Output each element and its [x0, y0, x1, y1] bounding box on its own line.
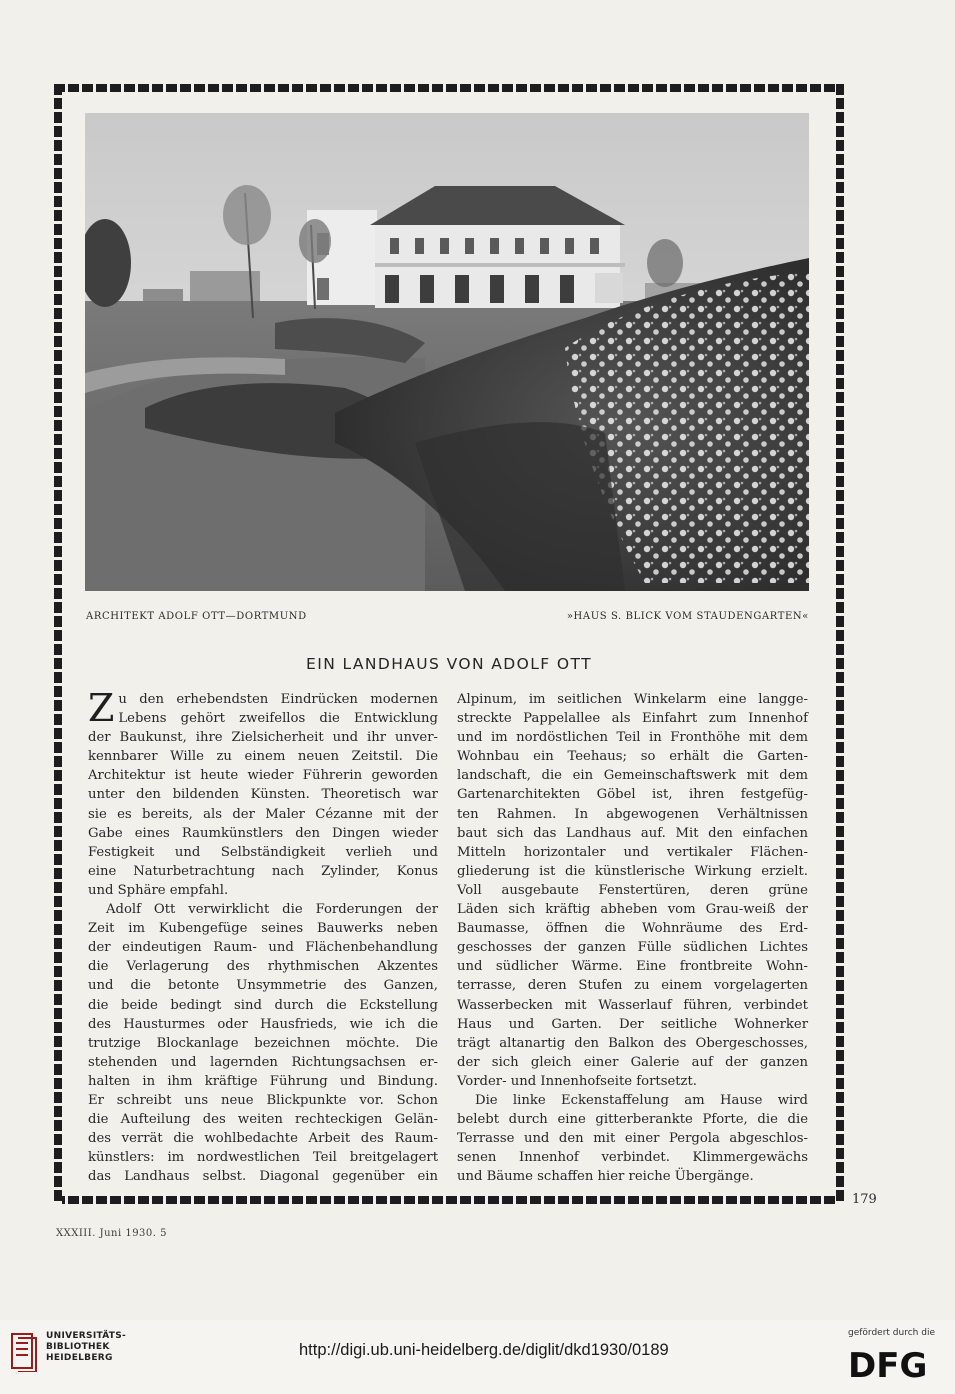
text-line: streckte Pappelallee als Einfahrt zum Innenhof	[457, 711, 808, 727]
text-line: stehenden und lagernden Richtungsachsen er-	[88, 1054, 438, 1070]
text-line: Gartenarchitekten Göbel ist, ihren festgefüg-	[457, 787, 808, 803]
text-line: Wohnbau ein Teehaus; so erhält die Garten-	[457, 749, 808, 765]
article-column-right	[457, 690, 808, 1186]
text-line: kennbarer Wille zu einem neuen Zeitstil. Die	[88, 749, 438, 765]
frame-bottom-border	[54, 1196, 844, 1204]
text-line: Die linke Eckenstaffelung am Hause wird	[475, 1092, 808, 1108]
text-line: ten Rahmen. In abgewogenen Verhältnissen	[457, 806, 808, 822]
dfg-logo-icon	[848, 1346, 942, 1382]
text-line: gliederung ist die künstlerische Wirkung erzielt.	[457, 863, 808, 879]
volume-note: XXXIII. Juni 1930. 5	[56, 1228, 168, 1239]
funded-by-label: gefördert durch die	[848, 1328, 935, 1338]
text-line: Haus und Garten. Der seitliche Wohnerker	[457, 1016, 808, 1032]
text-line: unter den bildenden Künsten. Theoretisch war	[88, 787, 438, 803]
text-line: des Hausturmes oder Hausfrieds, wie ich die	[88, 1016, 438, 1032]
text-line: senen Innenhof verbindet. Klimmergewächs	[457, 1150, 808, 1166]
text-line: landschaft, die ein Gemeinschaftswerk mit dem	[457, 768, 808, 784]
text-line: und Bäume schaffen hier reiche Übergänge.	[457, 1169, 754, 1185]
text-line: die Aufteilung des weiten rechteckigen Gelän-	[88, 1112, 438, 1128]
text-line: geschosses der ganzen Fülle südlichen Lichtes	[457, 940, 808, 956]
library-line: HEIDELBERG	[46, 1353, 113, 1363]
text-line: der eindeutigen Raum- und Flächenbehandlung	[88, 940, 438, 956]
text-line: eine Naturbetrachtung nach Zylinder, Konus	[88, 863, 438, 879]
text-line: das Landhaus selbst. Diagonal gegenüber ein	[88, 1169, 438, 1185]
text-line: der sich gleich einer Galerie auf der ganzen	[457, 1054, 808, 1070]
photo-caption-title: »HAUS S. BLICK VOM STAUDENGARTEN«	[566, 611, 809, 622]
university-library-name	[46, 1331, 126, 1364]
library-line: UNIVERSITÄTS-	[46, 1331, 127, 1341]
photo-illustration	[85, 113, 809, 591]
text-line: belebt durch eine gitterberankte Pforte, die die	[457, 1112, 808, 1128]
text-line: sie es bereits, als der Maler Cézanne mit der	[88, 806, 438, 822]
text-line: künstlers: im nordwestlichen Teil breitgelagert	[88, 1150, 438, 1166]
text-line: die Verlagerung des rhythmischen Akzentes	[88, 959, 438, 975]
text-line: und Sphäre empfahl.	[88, 882, 229, 898]
article-column-left	[88, 686, 438, 1186]
page-number: 179	[852, 1192, 877, 1207]
text-line: und im nordöstlichen Teil in Fronthöhe mit dem	[457, 730, 808, 746]
text-line: und südlicher Wärme. Eine frontbreite Wohn-	[457, 959, 808, 975]
text-line: u den erhebendsten Eindrücken modernen	[118, 692, 438, 707]
text-line: baut sich das Landhaus auf. Mit den einfachen	[457, 825, 808, 841]
text-line: Baumasse, öffnen die Wohnräume des Erd-	[457, 921, 808, 937]
text-line: trutzige Blockanlage bezeichnen möchte. Die	[88, 1035, 438, 1051]
university-library-logo-icon	[10, 1332, 38, 1372]
text-line: Wasserbecken mit Wasserlauf führen, verbindet	[457, 997, 808, 1013]
frame-top-border	[54, 84, 844, 92]
text-line: der Baukunst, ihre Zielsicherheit und ihr unver-	[88, 730, 438, 746]
text-line: Terrasse und den mit einer Pergola abgeschlos-	[457, 1131, 808, 1147]
text-line: Adolf Ott verwirklicht die Forderungen der	[106, 902, 438, 918]
dropcap: Z	[88, 686, 115, 730]
text-line: Vorder- und Innenhofseite fortsetzt.	[457, 1073, 698, 1089]
text-line: trägt altanartig den Balkon des Obergeschosses,	[457, 1035, 808, 1051]
text-line: Architektur ist heute wieder Führerin geworden	[88, 768, 438, 784]
digital-copy-link[interactable]: http://digi.ub.uni-heidelberg.de/diglit/dkd1930/0189	[299, 1341, 669, 1359]
text-line: Festigkeit und Selbständigkeit verlieh und	[88, 844, 438, 860]
text-line: und die betonte Unsymmetrie des Ganzen,	[88, 978, 438, 994]
library-line: BIBLIOTHEK	[46, 1342, 110, 1352]
text-line: halten in ihm kräftige Führung und Bindung.	[88, 1073, 438, 1089]
text-line: terrasse, deren Stufen zu einem vorgelagerten	[457, 978, 808, 994]
text-line: Mitteln horizontaler und vertikaler Flächen-	[457, 844, 808, 860]
text-line: Läden sich kräftig abheben vom Grau-weiß der	[457, 902, 808, 918]
text-line: Gabe eines Raumkünstlers den Dingen wieder	[88, 825, 438, 841]
text-line: die beide bedingt sind durch die Eckstellung	[88, 997, 438, 1013]
text-line: Voll ausgebaute Fenstertüren, deren grüne	[457, 882, 808, 898]
frame-right-border	[836, 84, 844, 1204]
footer-bar	[0, 1320, 955, 1394]
photo-caption-architect: ARCHITEKT ADOLF OTT—DORTMUND	[86, 611, 307, 622]
text-line: Alpinum, im seitlichen Winkelarm eine langge-	[457, 692, 808, 707]
article-title: EIN LANDHAUS VON ADOLF OTT	[306, 655, 592, 673]
text-line: Lebens gehört zweifellos die Entwicklung	[118, 711, 438, 727]
dfg-logo-text: DFG	[848, 1346, 928, 1382]
text-line: des verrät die wohlbedachte Arbeit des Raum-	[88, 1131, 438, 1147]
frame-left-border	[54, 84, 62, 1204]
text-line: Zeit im Kubengefüge seines Bauwerks neben	[88, 921, 438, 937]
text-line: Er schreibt uns neue Blickpunkte vor. Schon	[88, 1092, 438, 1108]
house-photograph	[85, 113, 809, 591]
